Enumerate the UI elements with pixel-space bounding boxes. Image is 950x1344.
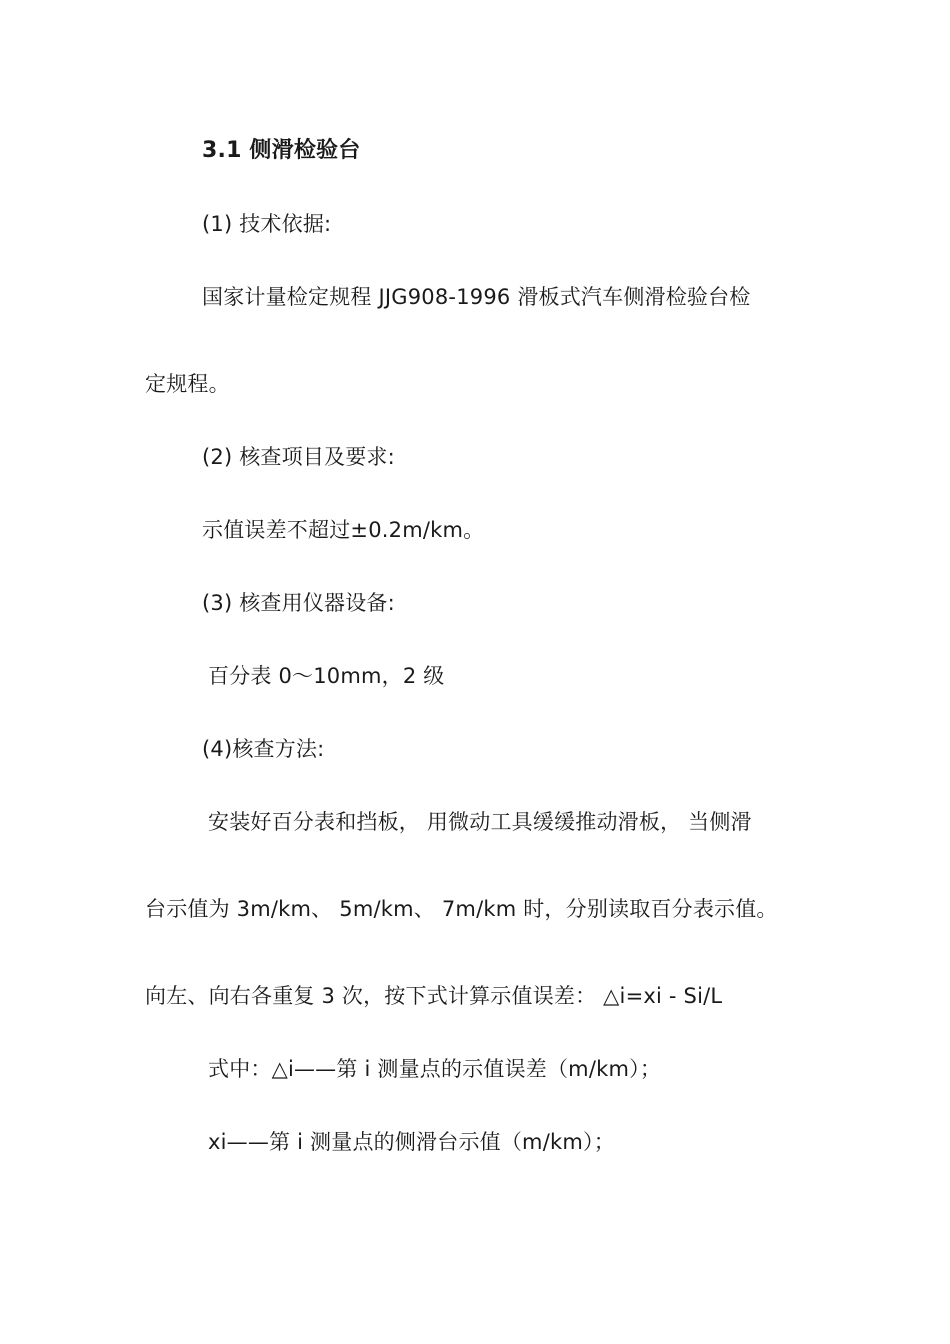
formula-line: 向左、向右各重复 3 次，按下式计算示值误差： △i=xi - Si/L [145, 984, 723, 1008]
item-3-title: (3) 核查用仪器设备: [202, 591, 395, 615]
paragraph-line: 百分表 0～10mm，2 级 [208, 664, 445, 688]
item-1-title: (1) 技术依据: [202, 212, 332, 236]
paragraph-line: 台示值为 3m/km、 5m/km、 7m/km 时，分别读取百分表示值。 [145, 897, 778, 921]
section-heading: 3.1 侧滑检验台 [202, 138, 361, 163]
definition-line: xi——第 i 测量点的侧滑台示值（m/km）； [208, 1130, 615, 1154]
item-2-title: (2) 核查项目及要求: [202, 445, 395, 469]
item-4-title: (4)核查方法: [202, 737, 325, 761]
paragraph-line: 定规程。 [145, 372, 230, 396]
definition-line: 式中：△i——第 i 测量点的示值误差（m/km）； [208, 1057, 662, 1081]
paragraph-line: 示值误差不超过±0.2m/km。 [202, 518, 485, 542]
paragraph-line: 安装好百分表和挡板， 用微动工具缓缓推动滑板， 当侧滑 [208, 810, 752, 834]
paragraph-line: 国家计量检定规程 JJG908-1996 滑板式汽车侧滑检验台检 [202, 285, 751, 309]
